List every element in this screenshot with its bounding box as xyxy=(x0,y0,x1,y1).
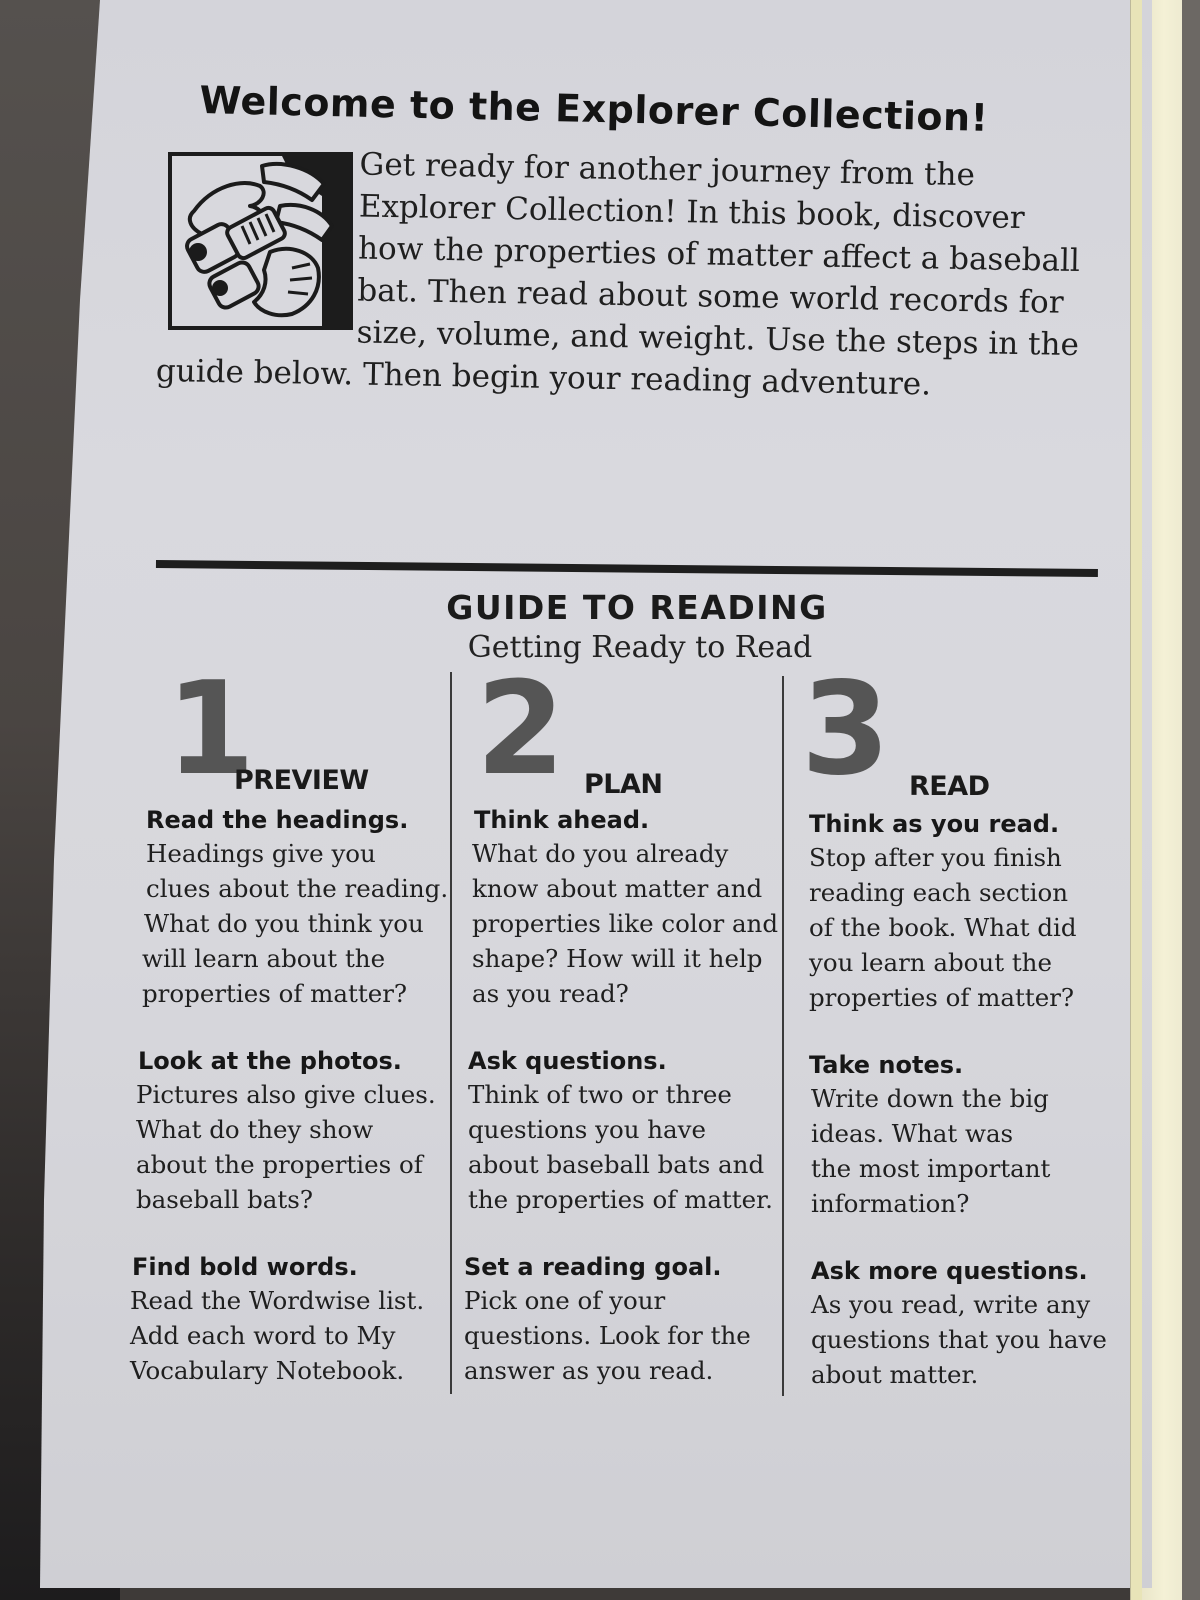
item-line: Think of two or three xyxy=(468,1080,732,1109)
guide-item xyxy=(795,808,1115,1015)
item-line: Pick one of your xyxy=(464,1286,666,1315)
item-line: Pictures also give clues. xyxy=(136,1080,436,1109)
page-edge-strip xyxy=(1130,0,1142,1600)
item-line: information? xyxy=(811,1189,970,1218)
item-line: properties like color and xyxy=(472,909,779,938)
item-line: Stop after you finish xyxy=(809,843,1062,872)
item-line: As you read, write any xyxy=(811,1290,1091,1319)
item-line: the properties of matter. xyxy=(468,1185,773,1214)
item-line: about baseball bats and xyxy=(468,1150,765,1179)
item-line: Read the Wordwise list. xyxy=(130,1286,425,1315)
item-line: will learn about the xyxy=(142,944,386,973)
item-heading: Look at the photos. xyxy=(138,1047,402,1075)
step-label: PREVIEW xyxy=(234,765,369,796)
item-line: reading each section xyxy=(809,878,1068,907)
guide-item xyxy=(130,804,450,1011)
item-heading: Think as you read. xyxy=(809,810,1060,838)
item-body xyxy=(130,1283,450,1388)
item-line: you learn about the xyxy=(809,948,1052,977)
item-body xyxy=(795,840,1115,1015)
item-line: baseball bats? xyxy=(136,1185,313,1214)
item-line: know about matter and xyxy=(472,874,763,903)
step-read-column xyxy=(795,655,1115,1416)
guide-item xyxy=(795,1255,1115,1392)
guide-item xyxy=(130,1045,450,1217)
item-line: answer as you read. xyxy=(464,1356,714,1385)
step-preview-column xyxy=(130,655,450,1416)
item-body xyxy=(130,1077,450,1217)
item-body xyxy=(460,1077,780,1217)
item-heading: Take notes. xyxy=(809,1051,964,1079)
item-line: What do you think you xyxy=(144,909,424,938)
item-line: properties of matter? xyxy=(809,983,1075,1012)
guide-title: GUIDE TO READING xyxy=(446,588,828,627)
item-line: about the properties of xyxy=(136,1150,423,1179)
item-body xyxy=(460,1283,780,1388)
step-header xyxy=(130,655,450,804)
item-line: Headings give you xyxy=(146,839,376,868)
step-header xyxy=(460,655,780,804)
item-line: of the book. What did xyxy=(809,913,1077,942)
item-body xyxy=(795,1287,1115,1392)
intro-line: Explorer Collection! In this book, discover xyxy=(358,188,1025,237)
step-label: READ xyxy=(909,771,990,802)
intro-paragraph xyxy=(156,140,1090,408)
item-body xyxy=(795,1081,1115,1221)
item-heading: Read the headings. xyxy=(146,806,409,834)
intro-line: how the properties of matter affect a baseball xyxy=(357,230,1081,280)
item-heading: Find bold words. xyxy=(132,1253,358,1281)
intro-line: guide below. Then begin your reading adventure. xyxy=(155,352,932,403)
step-number: 1 xyxy=(166,655,252,804)
item-line: questions. Look for the xyxy=(464,1321,751,1350)
item-body xyxy=(130,836,450,1011)
item-body xyxy=(460,836,780,1011)
item-line: What do you already xyxy=(472,839,729,868)
step-plan-column xyxy=(460,655,780,1416)
column-divider xyxy=(782,676,784,1396)
page-title: Welcome to the Explorer Collection! xyxy=(199,78,989,140)
intro-line: bat. Then read about some world records for xyxy=(357,272,1064,321)
item-heading: Set a reading goal. xyxy=(464,1253,722,1281)
step-label: PLAN xyxy=(584,769,663,800)
item-heading: Think ahead. xyxy=(474,806,650,834)
item-line: Write down the big xyxy=(811,1084,1049,1113)
item-line: ideas. What was xyxy=(811,1119,1014,1148)
intro-line: size, volume, and weight. Use the steps in the xyxy=(356,314,1080,364)
item-line: questions you have xyxy=(468,1115,706,1144)
intro-line: Get ready for another journey from the xyxy=(359,146,976,194)
step-number: 3 xyxy=(801,655,887,804)
guide-item xyxy=(460,1045,780,1217)
guide-subtitle: Getting Ready to Read xyxy=(467,630,813,665)
step-number: 2 xyxy=(476,655,562,804)
item-line: Add each word to My xyxy=(130,1321,396,1350)
background-edge xyxy=(1182,0,1200,1600)
item-line: Vocabulary Notebook. xyxy=(130,1356,405,1385)
item-line: What do they show xyxy=(136,1115,374,1144)
step-header xyxy=(795,655,1115,804)
column-divider xyxy=(450,672,452,1394)
guide-item xyxy=(460,1251,780,1388)
item-line: about matter. xyxy=(811,1360,979,1389)
item-line: as you read? xyxy=(472,979,629,1008)
guide-item xyxy=(130,1251,450,1388)
item-line: properties of matter? xyxy=(142,979,408,1008)
guide-item xyxy=(460,804,780,1011)
item-line: shape? How will it help xyxy=(472,944,763,973)
item-line: clues about the reading. xyxy=(146,874,449,903)
item-heading: Ask questions. xyxy=(468,1047,667,1075)
item-heading: Ask more questions. xyxy=(811,1257,1088,1285)
guide-item xyxy=(795,1049,1115,1221)
item-line: the most important xyxy=(811,1154,1051,1183)
item-line: questions that you have xyxy=(811,1325,1107,1354)
